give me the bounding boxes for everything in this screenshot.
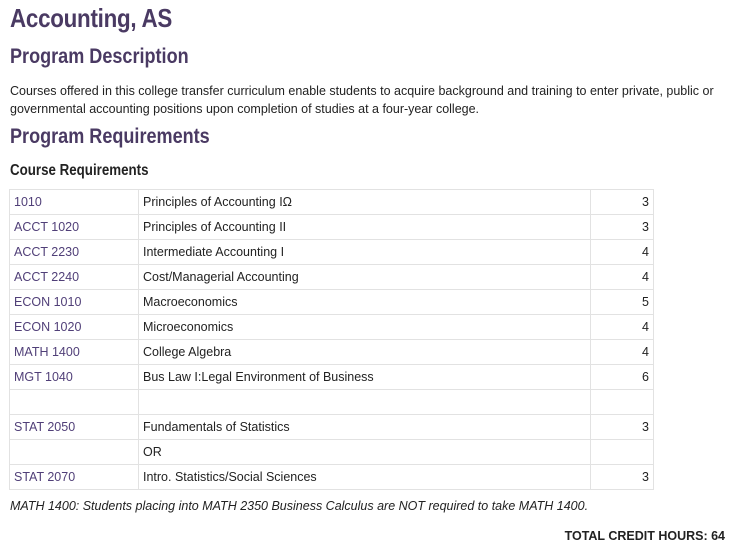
course-title: Bus Law I:Legal Environment of Business bbox=[139, 365, 591, 390]
course-title: Principles of Accounting II bbox=[139, 215, 591, 240]
course-credits bbox=[591, 440, 654, 465]
course-title: OR bbox=[139, 440, 591, 465]
course-title: College Algebra bbox=[139, 340, 591, 365]
course-title: Microeconomics bbox=[139, 315, 591, 340]
page-title: Accounting, AS bbox=[10, 3, 173, 33]
course-credits: 6 bbox=[591, 365, 654, 390]
course-code-link[interactable]: 1010 bbox=[10, 190, 139, 215]
course-credits: 3 bbox=[591, 415, 654, 440]
course-title: Principles of Accounting IΩ bbox=[139, 190, 591, 215]
course-requirements-table bbox=[9, 189, 654, 490]
program-requirements-heading: Program Requirements bbox=[10, 125, 210, 148]
course-code-link bbox=[10, 390, 139, 415]
course-credits: 3 bbox=[591, 190, 654, 215]
course-code-link[interactable]: ECON 1010 bbox=[10, 290, 139, 315]
table-row bbox=[10, 240, 654, 265]
table-row bbox=[10, 315, 654, 340]
total-credit-hours: TOTAL CREDIT HOURS: 64 bbox=[564, 529, 725, 543]
course-code-link[interactable]: ACCT 2230 bbox=[10, 240, 139, 265]
course-code-link bbox=[10, 440, 139, 465]
table-row bbox=[10, 215, 654, 240]
course-credits: 3 bbox=[591, 465, 654, 490]
course-title: Intermediate Accounting I bbox=[139, 240, 591, 265]
course-title bbox=[139, 390, 591, 415]
course-code-link[interactable]: ACCT 2240 bbox=[10, 265, 139, 290]
course-requirements-heading: Course Requirements bbox=[10, 162, 149, 179]
course-code-link[interactable]: STAT 2070 bbox=[10, 465, 139, 490]
course-title: Intro. Statistics/Social Sciences bbox=[139, 465, 591, 490]
program-description-heading: Program Description bbox=[10, 45, 189, 68]
course-title: Cost/Managerial Accounting bbox=[139, 265, 591, 290]
course-code-link[interactable]: ECON 1020 bbox=[10, 315, 139, 340]
course-code-link[interactable]: MGT 1040 bbox=[10, 365, 139, 390]
table-row bbox=[10, 440, 654, 465]
table-row bbox=[10, 415, 654, 440]
program-description-text: Courses offered in this college transfer curriculum enable students to acquire background and training to enter private, public or governmental accounting positions upon completion of studies at a four-year college. bbox=[10, 84, 714, 116]
table-row bbox=[10, 265, 654, 290]
course-credits: 4 bbox=[591, 240, 654, 265]
course-credits: 4 bbox=[591, 315, 654, 340]
course-credits: 4 bbox=[591, 265, 654, 290]
table-row bbox=[10, 365, 654, 390]
course-code-link[interactable]: STAT 2050 bbox=[10, 415, 139, 440]
course-credits: 5 bbox=[591, 290, 654, 315]
table-row bbox=[10, 290, 654, 315]
table-row bbox=[10, 340, 654, 365]
course-code-link[interactable]: ACCT 1020 bbox=[10, 215, 139, 240]
table-row bbox=[10, 190, 654, 215]
course-title: Fundamentals of Statistics bbox=[139, 415, 591, 440]
course-credits bbox=[591, 390, 654, 415]
table-row bbox=[10, 465, 654, 490]
footnote: MATH 1400: Students placing into MATH 2350 Business Calculus are NOT required to take MATH 1400. bbox=[10, 499, 589, 513]
table-row bbox=[10, 390, 654, 415]
course-title: Macroeconomics bbox=[139, 290, 591, 315]
course-credits: 4 bbox=[591, 340, 654, 365]
course-credits: 3 bbox=[591, 215, 654, 240]
course-code-link[interactable]: MATH 1400 bbox=[10, 340, 139, 365]
